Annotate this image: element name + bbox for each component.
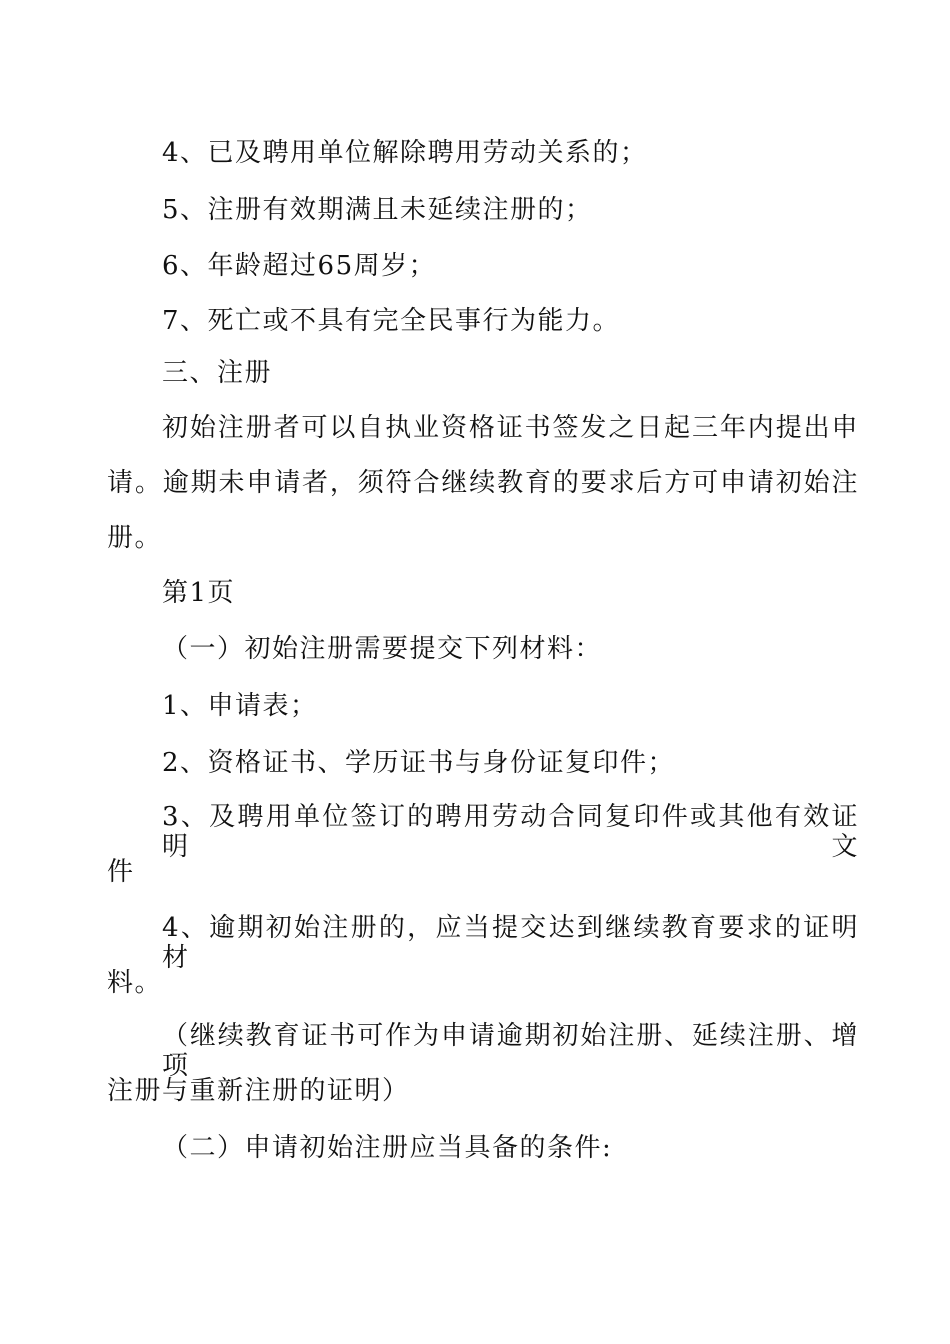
text-line: 1、申请表； bbox=[162, 691, 318, 721]
text-line: 2、资格证书、学历证书与身份证复印件； bbox=[162, 748, 676, 778]
text-line: 3、及聘用单位签订的聘用劳动合同复印件或其他有效证 明文 bbox=[162, 802, 859, 862]
subsection-heading: （二）申请初始注册应当具备的条件: bbox=[162, 1133, 613, 1163]
text-line: （继续教育证书可作为申请逾期初始注册、延续注册、增 项 bbox=[162, 1021, 859, 1081]
subsection-heading: （一）初始注册需要提交下列材料： bbox=[162, 634, 603, 664]
text-line: 料。 bbox=[107, 968, 163, 998]
text-line: 册。 bbox=[107, 523, 163, 553]
text-line: 初始注册者可以自执业资格证书签发之日起三年内提出申 bbox=[162, 413, 859, 443]
text-line: 请。逾期未申请者，须符合继续教育的要求后方可申请初始注 bbox=[107, 468, 859, 498]
text-line: 件 bbox=[107, 857, 135, 887]
text-line: 6、年龄超过65周岁； bbox=[162, 251, 437, 281]
page-number: 第1页 bbox=[162, 578, 236, 608]
text-line: 注册与重新注册的证明） bbox=[107, 1076, 410, 1106]
section-heading: 三、注册 bbox=[162, 358, 273, 388]
text-line: 7、死亡或不具有完全民事行为能力。 bbox=[162, 306, 621, 336]
text-line: 4、已及聘用单位解除聘用劳动关系的； bbox=[162, 138, 648, 168]
text-line: 5、注册有效期满且未延续注册的； bbox=[162, 195, 593, 225]
text-line: 4、逾期初始注册的，应当提交达到继续教育要求的证明 材 bbox=[162, 913, 859, 973]
